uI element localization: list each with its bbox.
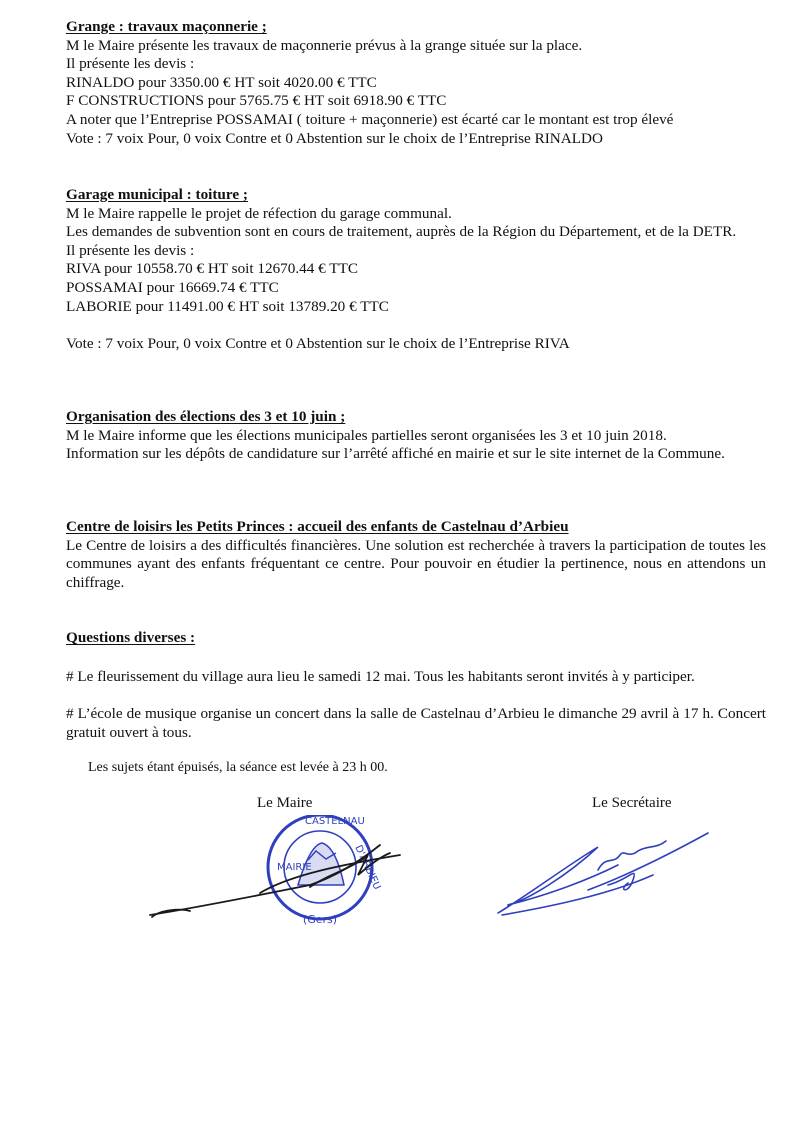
secretary-label: Le Secrétaire xyxy=(592,795,672,811)
section-heading: Centre de loisirs les Petits Princes : accueil des enfants de Castelnau d’Arbieu xyxy=(66,518,569,535)
svg-text:(Gers): (Gers) xyxy=(302,913,338,926)
list-item: # L’école de musique organise un concert dans la salle de Castelnau d’Arbieu le dimanche 29 avril à 17 h. Concert gratuit ouvert à tous. xyxy=(66,705,766,741)
section-heading: Grange : travaux maçonnerie ; xyxy=(66,18,267,35)
paragraph-line: Il présente les devis : xyxy=(66,241,195,259)
quote-line: POSSAMAI pour 16669.74 € TTC xyxy=(66,278,279,296)
svg-text:CASTELNAU: CASTELNAU xyxy=(305,816,365,827)
section-heading: Organisation des élections des 3 et 10 juin ; xyxy=(66,408,346,425)
section-elections xyxy=(66,408,766,464)
vote-line: Vote : 7 voix Pour, 0 voix Contre et 0 Abstention sur le choix de l’Entreprise RIVA xyxy=(66,334,570,352)
list-item: # Le fleurissement du village aura lieu le samedi 12 mai. Tous les habitants seront invités à y participer. xyxy=(66,667,695,685)
paragraph-line: Il présente les devis : xyxy=(66,55,195,73)
paragraph-line: M le Maire rappelle le projet de réfection du garage communal. xyxy=(66,204,452,222)
vote-line: Vote : 7 voix Pour, 0 voix Contre et 0 Abstention sur le choix de l’Entreprise RINALDO xyxy=(66,129,603,147)
mayor-label: Le Maire xyxy=(257,795,313,811)
paragraph-line: Information sur les dépôts de candidature sur l’arrêté affiché en mairie et sur le site internet de la Commune. xyxy=(66,445,725,463)
paragraph-line: M le Maire présente les travaux de maçonnerie prévus à la grange située sur la place. xyxy=(66,36,583,54)
quote-line: RINALDO pour 3350.00 € HT soit 4020.00 € TTC xyxy=(66,73,377,91)
quote-line: LABORIE pour 11491.00 € HT soit 13789.20 € TTC xyxy=(66,297,389,315)
section-heading: Garage municipal : toiture ; xyxy=(66,186,248,203)
svg-text:D'ARBIEU: D'ARBIEU xyxy=(352,843,383,892)
mayor-stamp-and-signature xyxy=(140,815,420,935)
svg-text:MAIRIE: MAIRIE xyxy=(277,862,312,873)
section-centre-loisirs xyxy=(66,518,766,592)
quote-line: F CONSTRUCTIONS pour 5765.75 € HT soit 6918.90 € TTC xyxy=(66,92,447,110)
paragraph-line: M le Maire informe que les élections municipales partielles seront organisées les 3 et 10 juin 2018. xyxy=(66,426,667,444)
section-questions xyxy=(66,629,766,742)
secretary-signature xyxy=(488,825,718,920)
section-garage xyxy=(66,186,766,353)
section-heading: Questions diverses : xyxy=(66,629,196,646)
paragraph-text: Le Centre de loisirs a des difficultés financières. Une solution est recherchée à travers la participation de toutes les communes ayant des enfants fréquentant ce centre. Pour pouvoir en étudier la pertinence, nous en attendons un chiffrage. xyxy=(66,536,766,591)
section-grange xyxy=(66,18,766,148)
official-stamp xyxy=(268,815,382,926)
paragraph-line: Les demandes de subvention sont en cours de traitement, auprès de la Région du Département, et de la DETR. xyxy=(66,223,737,241)
closing-statement: Les sujets étant épuisés, la séance est levée à 23 h 00. xyxy=(88,760,388,775)
paragraph-line: A noter que l’Entreprise POSSAMAI ( toiture + maçonnerie) est écarté car le montant est trop élevé xyxy=(66,110,674,128)
quote-line: RIVA pour 10558.70 € HT soit 12670.44 € TTC xyxy=(66,260,358,278)
